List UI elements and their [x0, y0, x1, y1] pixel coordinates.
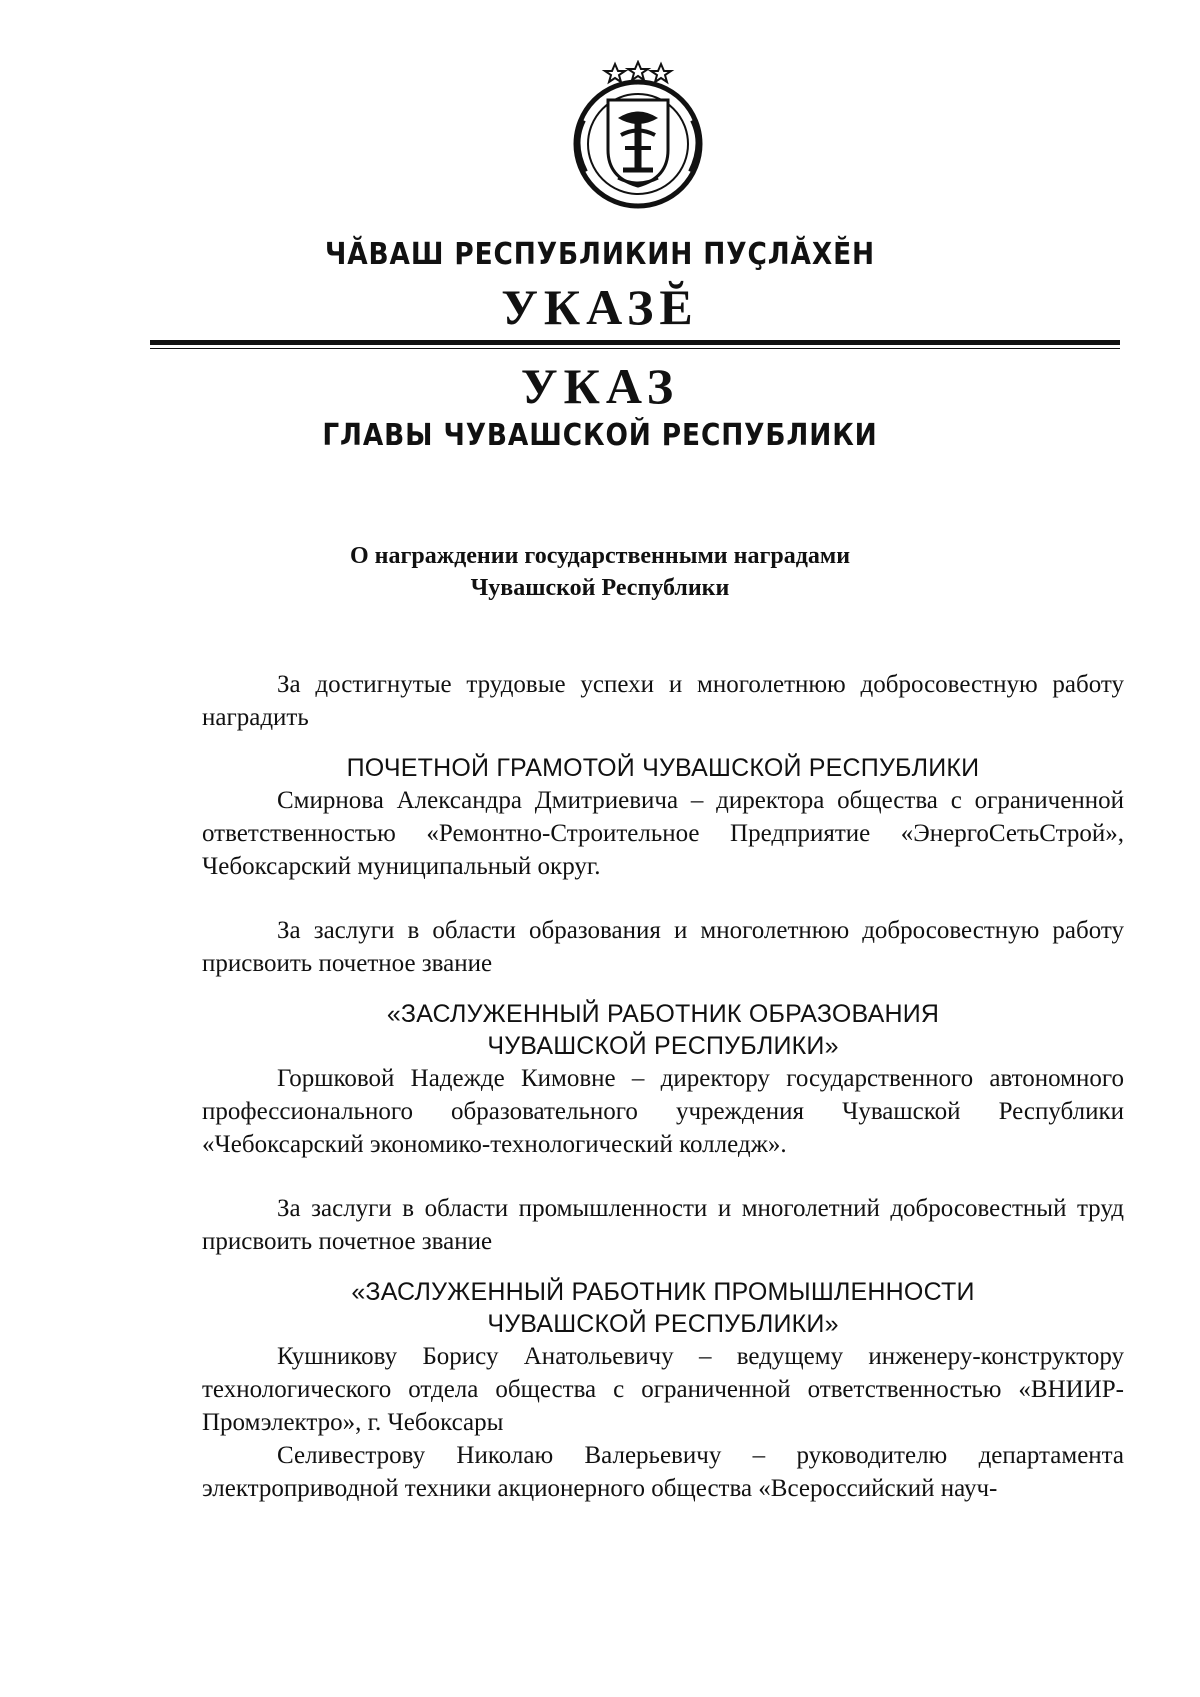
header-russian-authority: ГЛАВЫ ЧУВАШСКОЙ РЕСПУБЛИКИ	[322, 418, 878, 453]
title-line-2: Чувашской Республики	[470, 575, 730, 601]
award-title	[202, 1276, 1124, 1340]
section-intro: За заслуги в области образования и многолетнюю добросовестную работу присвоить почетное звание	[202, 917, 1124, 977]
coat-of-arms-icon	[563, 60, 713, 210]
award-title	[202, 752, 1124, 784]
header-chuvash-decree: УКАЗĔ	[501, 279, 699, 335]
award-title-line: «ЗАСЛУЖЕННЫЙ РАБОТНИК ПРОМЫШЛЕННОСТИ	[351, 1278, 975, 1306]
award-title-line: ПОЧЕТНОЙ ГРАМОТОЙ ЧУВАШСКОЙ РЕСПУБЛИКИ	[346, 754, 980, 782]
recipient-paragraph: Горшковой Надежде Кимовне – директору государственного автономного профессионального образовательного учреждения Чувашской Республики «Чебоксарский экономико-технологический колледж».	[202, 1065, 1124, 1158]
section-intro: За достигнутые трудовые успехи и многолетнюю добросовестную работу наградить	[202, 671, 1124, 731]
section-intro: За заслуги в области промышленности и многолетний добросовестный труд присвоить почетное звание	[202, 1195, 1124, 1255]
recipient-paragraph: Селивестрову Николаю Валерьевичу – руководителю департамента электроприводной техники акционерного общества «Всероссийский науч-	[202, 1442, 1124, 1502]
header-chuvash-authority: ЧĂВАШ РЕСПУБЛИКИН ПУÇЛĂХĔН	[325, 237, 875, 272]
header-divider-thick	[150, 340, 1120, 345]
award-title-line: ЧУВАШСКОЙ РЕСПУБЛИКИ»	[487, 1310, 839, 1338]
title-line-1: О награждении государственными наградами	[349, 543, 851, 569]
recipient-paragraph: Смирнова Александра Дмитриевича – директора общества с ограниченной ответственностью «Ремонтно-Строительное Предприятие «ЭнергоСетьСтрой», Чебоксарский муниципальный округ.	[202, 787, 1124, 880]
header-russian-decree: УКАЗ	[520, 358, 680, 414]
header-divider-thin	[150, 348, 1120, 349]
document-title	[0, 540, 1200, 604]
document-body	[202, 668, 1124, 1505]
award-title-line: ЧУВАШСКОЙ РЕСПУБЛИКИ»	[487, 1032, 839, 1060]
recipient-paragraph: Кушникову Борису Анатольевичу – ведущему инженеру-конструктору технологического отдела общества с ограниченной ответственностью «ВНИИР-Промэлектро», г. Чебоксары	[202, 1343, 1124, 1436]
award-title-line: «ЗАСЛУЖЕННЫЙ РАБОТНИК ОБРАЗОВАНИЯ	[386, 1000, 940, 1028]
award-title	[202, 998, 1124, 1062]
